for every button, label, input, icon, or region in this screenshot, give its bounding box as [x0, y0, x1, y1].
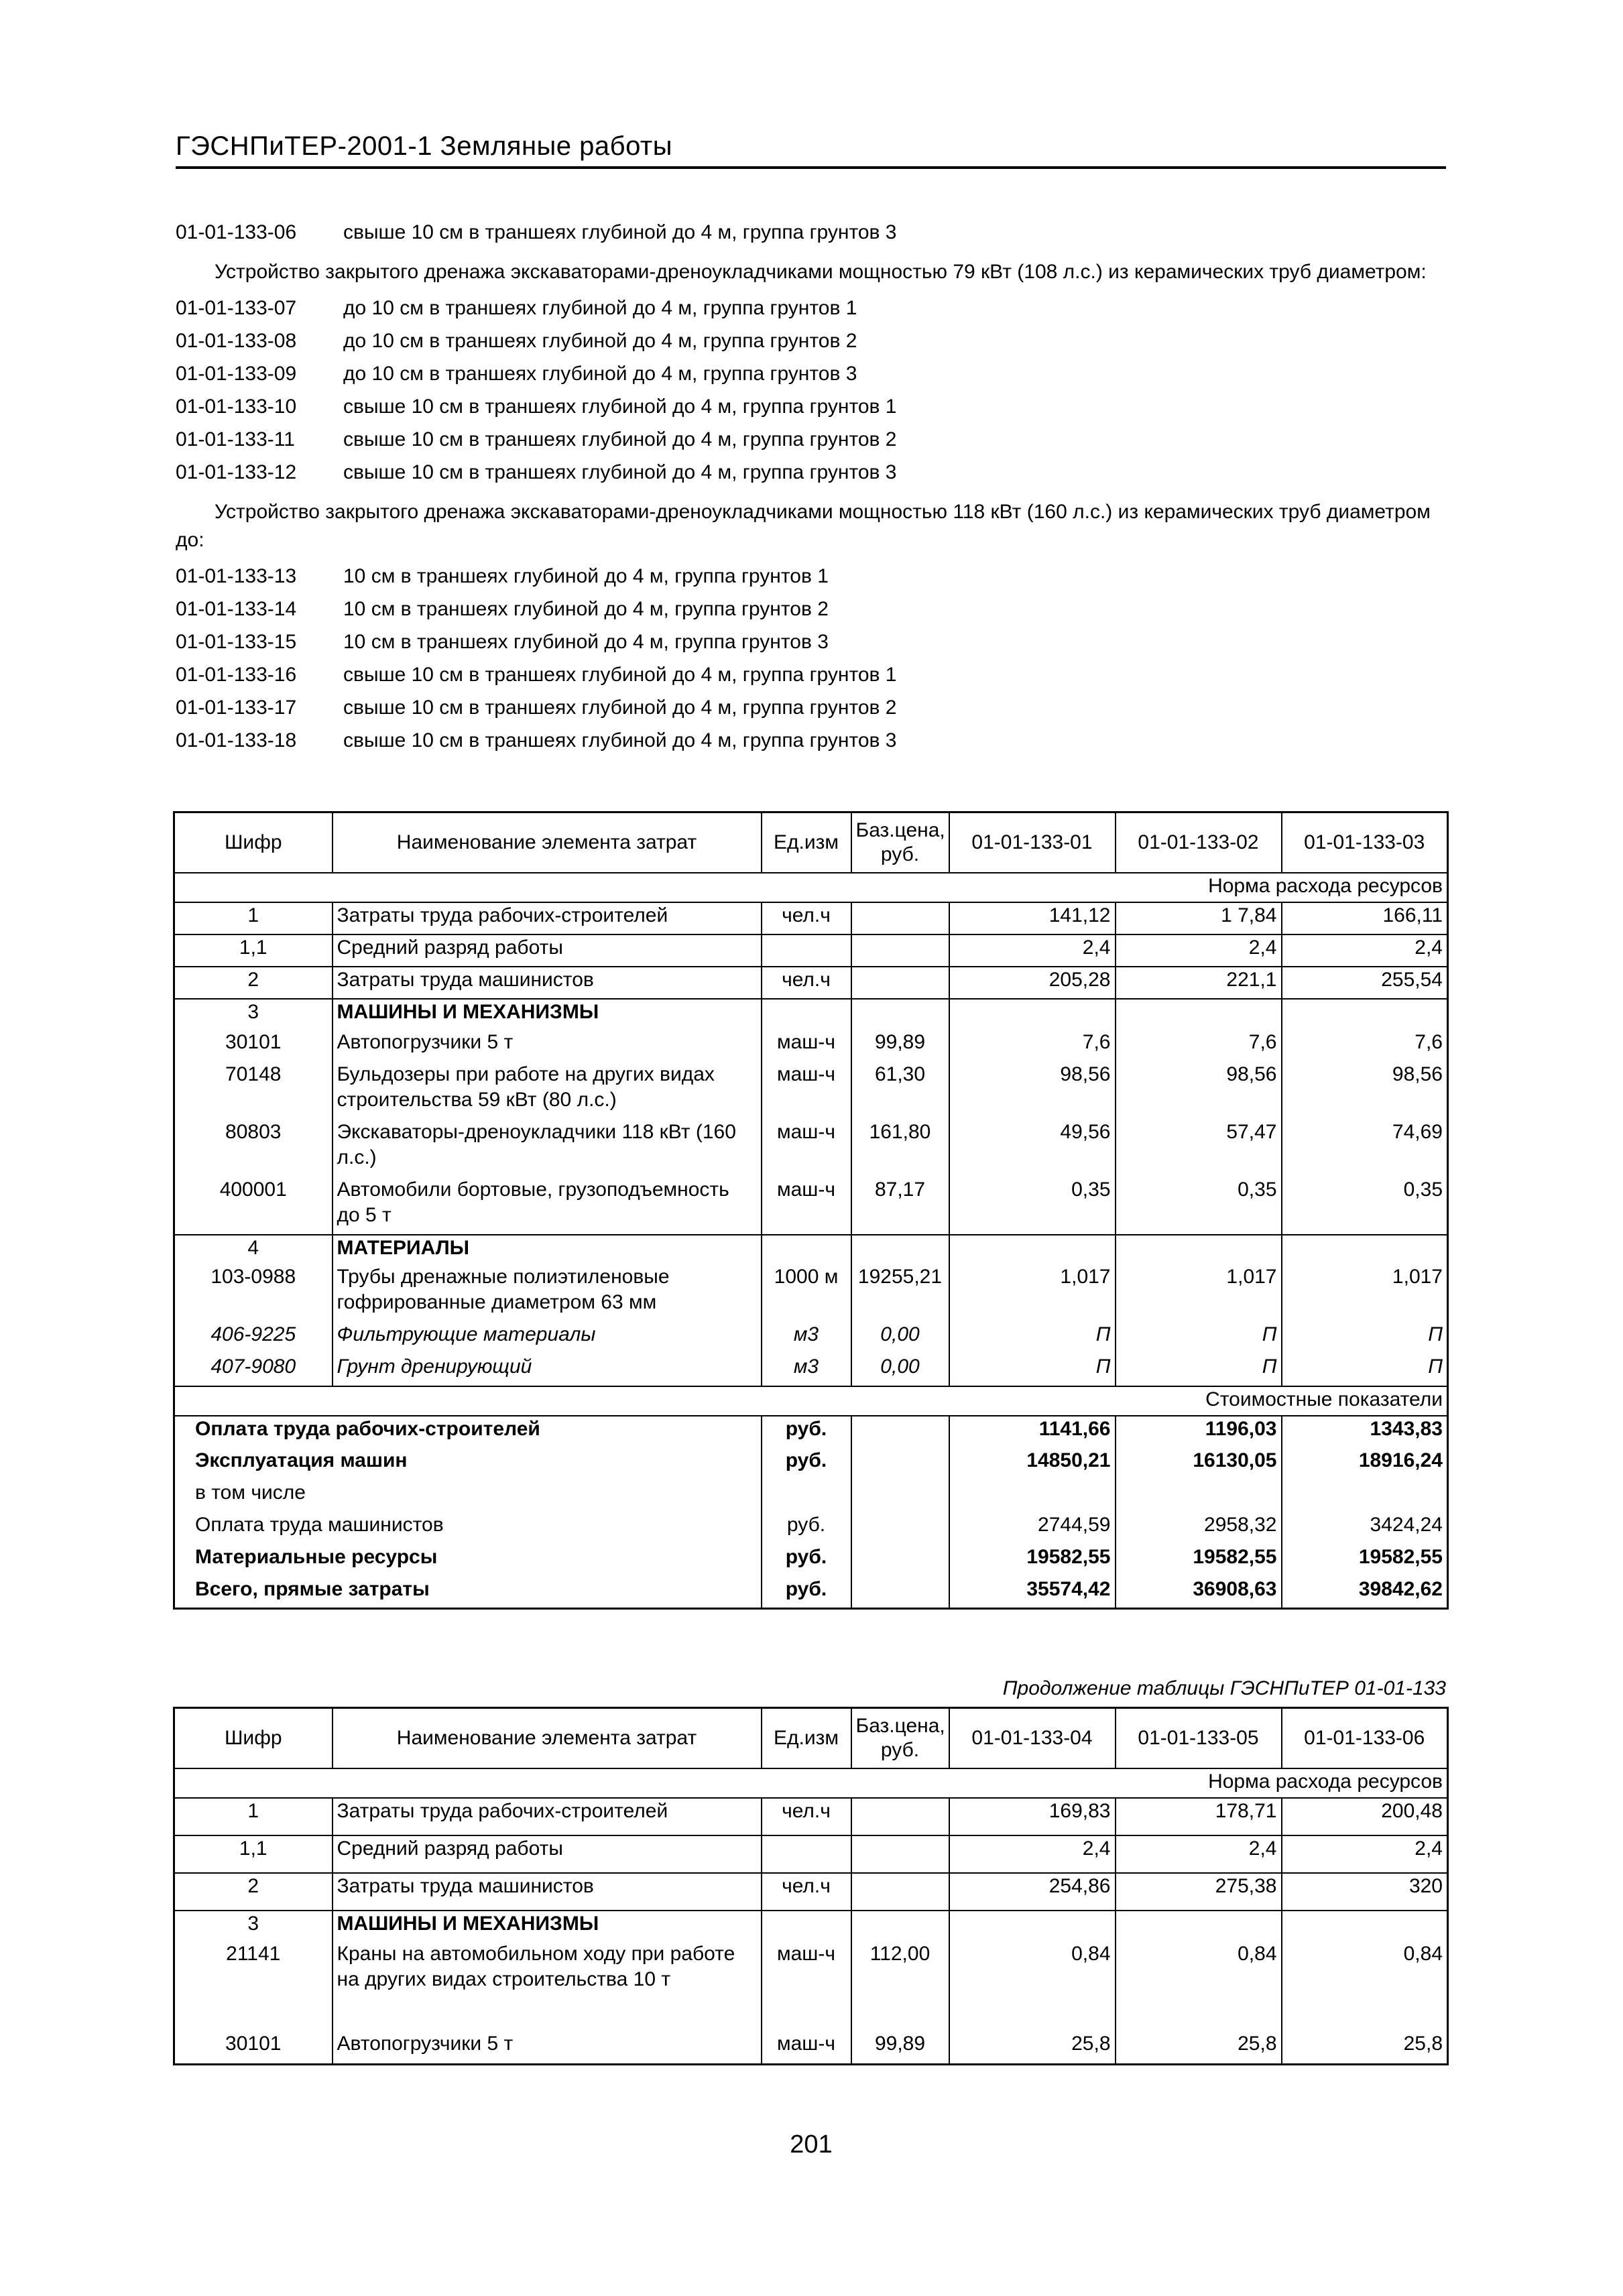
row-name: Экскаваторы-дреноукладчики 118 кВт (160 л.с.) [333, 1120, 762, 1177]
row-unit: чел.ч [762, 1798, 851, 1835]
cost-row [174, 1448, 1448, 1480]
row-value: П [1282, 1354, 1448, 1386]
entry-code: 01-01-133-09 [176, 362, 297, 385]
row-value: 2,4 [949, 1835, 1116, 1873]
row-name: Затраты труда машинистов [333, 1873, 762, 1911]
row-unit: чел.ч [762, 1873, 851, 1911]
row-price [851, 999, 949, 1030]
row-value: 0,35 [1116, 1177, 1282, 1235]
entry-code: 01-01-133-17 [176, 696, 297, 719]
entry-desc: до 10 см в траншеях глубиной до 4 м, группа грунтов 2 [343, 329, 857, 352]
cost-value [1282, 1480, 1448, 1512]
row-value: 2,4 [1116, 1835, 1282, 1873]
row-name: Автопогрузчики 5 т [333, 2031, 762, 2065]
cost-row [174, 1480, 1448, 1512]
section-label: Норма расхода ресурсов [1208, 874, 1443, 897]
table-row [174, 1835, 1448, 1873]
cost-value: 1196,03 [1116, 1416, 1282, 1448]
row-unit: чел.ч [762, 902, 851, 934]
row-name: Фильтрующие материалы [333, 1322, 762, 1354]
row-value [949, 1911, 1116, 1941]
row-unit: м3 [762, 1322, 851, 1354]
entry-code: 01-01-133-18 [176, 729, 297, 751]
table-row [174, 1354, 1448, 1386]
row-value: 74,69 [1282, 1120, 1448, 1177]
cost-unit: руб. [762, 1577, 851, 1609]
cost-name: в том числе [195, 1481, 306, 1504]
table-row [174, 1062, 1448, 1120]
row-unit: 1000 м [762, 1264, 851, 1322]
row-name: Бульдозеры при работе на других видах строительства 59 кВт (80 л.с.) [333, 1062, 762, 1120]
row-value: 98,56 [1116, 1062, 1282, 1120]
row-code: 1 [247, 1799, 259, 1822]
cost-value: 2958,32 [1116, 1512, 1282, 1545]
row-value: 169,83 [949, 1798, 1116, 1835]
row-name: МАШИНЫ И МЕХАНИЗМЫ [333, 1911, 762, 1941]
table-row [174, 1873, 1448, 1911]
entry-row [176, 691, 1446, 724]
row-value: 25,8 [949, 2031, 1116, 2065]
row-price [851, 934, 949, 967]
row-value: 57,47 [1116, 1120, 1282, 1177]
row-value: 141,12 [949, 902, 1116, 934]
row-value: 7,6 [949, 1030, 1116, 1062]
cost-row [174, 1512, 1448, 1545]
row-code: 407-9080 [211, 1355, 296, 1378]
row-value: 7,6 [1116, 1030, 1282, 1062]
entry-desc: до 10 см в траншеях глубиной до 4 м, группа грунтов 1 [343, 296, 857, 319]
row-value: 2,4 [1282, 934, 1448, 967]
row-unit: маш-ч [762, 2031, 851, 2065]
row-value [949, 999, 1116, 1030]
row-price: 112,00 [851, 1941, 949, 2031]
cost-value: 3424,24 [1282, 1512, 1448, 1545]
row-value: П [1282, 1322, 1448, 1354]
cost-unit: руб. [762, 1416, 851, 1448]
cost-row [174, 1577, 1448, 1609]
table-row [174, 1264, 1448, 1322]
entry-code: 01-01-133-15 [176, 630, 297, 653]
row-price: 99,89 [851, 2031, 949, 2065]
header-name: Наименование элемента затрат [333, 1708, 762, 1768]
row-unit: маш-ч [762, 1062, 851, 1120]
row-code: 80803 [225, 1120, 282, 1143]
cost-value: 1343,83 [1282, 1416, 1448, 1448]
row-name: Автомобили бортовые, грузоподъемность до 5 т [333, 1177, 762, 1235]
page-header-title: ГЭСНПиТЕР-2001-1 Земляные работы [176, 131, 672, 161]
row-value: 205,28 [949, 967, 1116, 999]
row-code: 1,1 [239, 936, 267, 959]
row-value: 1,017 [1116, 1264, 1282, 1322]
table-header-row [174, 1708, 1448, 1768]
entry-row [176, 324, 1446, 357]
entry-desc: свыше 10 см в траншеях глубиной до 4 м, группа грунтов 3 [343, 729, 897, 751]
table-row [174, 1941, 1448, 2031]
row-name: Затраты труда машинистов [333, 967, 762, 999]
row-value: 221,1 [1116, 967, 1282, 999]
row-value: 0,84 [1282, 1941, 1448, 2031]
row-value [1116, 1235, 1282, 1264]
table-row [174, 902, 1448, 934]
row-price: 0,00 [851, 1354, 949, 1386]
cost-unit: руб. [762, 1512, 851, 1545]
row-code: 21141 [226, 1942, 281, 1965]
row-price [851, 967, 949, 999]
entry-code: 01-01-133-13 [176, 564, 297, 587]
row-value: 25,8 [1282, 2031, 1448, 2065]
row-value: 0,84 [949, 1941, 1116, 2031]
row-price [851, 1873, 949, 1911]
row-price: 99,89 [851, 1030, 949, 1062]
row-value: 320 [1282, 1873, 1448, 1911]
row-unit: чел.ч [762, 967, 851, 999]
row-value: 1,017 [1282, 1264, 1448, 1322]
table-row [174, 999, 1448, 1030]
header-code: Шифр [224, 831, 282, 853]
table-row [174, 1798, 1448, 1835]
entry-desc: свыше 10 см в траншеях глубиной до 4 м, группа грунтов 3 [343, 221, 897, 243]
row-price [851, 902, 949, 934]
row-code: 70148 [225, 1063, 282, 1085]
entry-desc: свыше 10 см в траншеях глубиной до 4 м, группа грунтов 1 [343, 395, 897, 418]
row-value: 1,017 [949, 1264, 1116, 1322]
cost-value: 35574,42 [949, 1577, 1116, 1609]
row-name: МАШИНЫ И МЕХАНИЗМЫ [333, 999, 762, 1030]
row-unit [762, 934, 851, 967]
entry-code: 01-01-133-10 [176, 395, 297, 418]
header-rule [176, 166, 1446, 169]
row-code: 103-0988 [211, 1265, 296, 1288]
entry-desc: свыше 10 см в траншеях глубиной до 4 м, группа грунтов 3 [343, 461, 897, 483]
entry-row [176, 292, 1446, 324]
row-unit [762, 999, 851, 1030]
row-unit [762, 1835, 851, 1873]
header-col: 01-01-133-05 [1116, 1708, 1282, 1768]
row-price: 161,80 [851, 1120, 949, 1177]
entry-row [176, 357, 1446, 390]
entry-code: 01-01-133-12 [176, 461, 297, 483]
cost-value: 19582,55 [1116, 1545, 1282, 1577]
cost-row [174, 1545, 1448, 1577]
table-continuation-label: Продолжение таблицы ГЭСНПиТЕР 01-01-133 [1002, 1677, 1446, 1699]
row-value: 0,35 [1282, 1177, 1448, 1235]
table-row [174, 1177, 1448, 1235]
row-value: 98,56 [949, 1062, 1116, 1120]
cost-value: 19582,55 [1282, 1545, 1448, 1577]
row-value: 166,11 [1282, 902, 1448, 934]
cost-value: 16130,05 [1116, 1448, 1282, 1480]
entry-desc: свыше 10 см в траншеях глубиной до 4 м, группа грунтов 2 [343, 428, 897, 450]
row-value: П [1116, 1322, 1282, 1354]
row-unit: маш-ч [762, 1120, 851, 1177]
row-value: 0,84 [1116, 1941, 1282, 2031]
entry-desc: 10 см в траншеях глубиной до 4 м, группа грунтов 3 [343, 630, 829, 653]
entry-list [176, 216, 1446, 757]
row-code: 30101 [225, 2032, 282, 2055]
row-value: 255,54 [1282, 967, 1448, 999]
row-value: 2,4 [1282, 1835, 1448, 1873]
header-col: 01-01-133-04 [949, 1708, 1116, 1768]
cost-value: 14850,21 [949, 1448, 1116, 1480]
page-number: 201 [790, 2130, 833, 2159]
row-price: 19255,21 [851, 1264, 949, 1322]
row-name: МАТЕРИАЛЫ [333, 1235, 762, 1264]
header-col: 01-01-133-06 [1282, 1708, 1448, 1768]
table-row [174, 1030, 1448, 1062]
row-code: 2 [247, 968, 259, 991]
row-unit: м3 [762, 1354, 851, 1386]
row-code: 3 [247, 1000, 259, 1023]
cost-value: 1141,66 [949, 1416, 1116, 1448]
table-row [174, 1120, 1448, 1177]
entry-code: 01-01-133-16 [176, 663, 297, 686]
entry-code: 01-01-133-06 [176, 221, 297, 243]
row-value: П [949, 1322, 1116, 1354]
section-label: Норма расхода ресурсов [1208, 1770, 1443, 1793]
row-value: 1 7,84 [1116, 902, 1282, 934]
row-unit: маш-ч [762, 1941, 851, 2031]
row-name: Автопогрузчики 5 т [333, 1030, 762, 1062]
row-value: 200,48 [1282, 1798, 1448, 1835]
entry-desc: 10 см в траншеях глубиной до 4 м, группа грунтов 2 [343, 597, 829, 620]
row-code: 1 [247, 904, 259, 926]
row-value: 2,4 [1116, 934, 1282, 967]
row-code: 2 [247, 1874, 259, 1897]
cost-name: Оплата труда рабочих-строителей [195, 1417, 540, 1440]
row-unit: маш-ч [762, 1030, 851, 1062]
row-code: 1,1 [239, 1837, 267, 1860]
entry-desc: до 10 см в траншеях глубиной до 4 м, группа грунтов 3 [343, 362, 857, 385]
entry-desc: 10 см в траншеях глубиной до 4 м, группа грунтов 1 [343, 564, 829, 587]
entry-row [176, 456, 1446, 489]
group-heading: Устройство закрытого дренажа экскаваторами-дреноукладчиками мощностью 79 кВт (108 л.с.) из керамических труб диаметром: [215, 261, 1427, 283]
row-value: 275,38 [1116, 1873, 1282, 1911]
row-name: Средний разряд работы [333, 934, 762, 967]
entry-desc: свыше 10 см в траншеях глубиной до 4 м, группа грунтов 1 [343, 663, 897, 686]
cost-name: Эксплуатация машин [195, 1449, 408, 1471]
table-row [174, 1322, 1448, 1354]
cost-value: 36908,63 [1116, 1577, 1282, 1609]
cost-name: Материальные ресурсы [195, 1545, 438, 1568]
entry-row [176, 593, 1446, 625]
row-name: Затраты труда рабочих-строителей [333, 902, 762, 934]
row-value: П [1116, 1354, 1282, 1386]
entry-row [176, 390, 1446, 423]
row-value [1116, 999, 1282, 1030]
row-value: 254,86 [949, 1873, 1116, 1911]
section-label: Стоимостные показатели [1205, 1388, 1443, 1410]
header-price: Баз.цена, руб. [851, 812, 949, 873]
cost-value: 2744,59 [949, 1512, 1116, 1545]
cost-value: 39842,62 [1282, 1577, 1448, 1609]
header-unit: Ед.изм [762, 1708, 851, 1768]
header-price: Баз.цена, руб. [851, 1708, 949, 1768]
resource-table-2 [173, 1707, 1449, 2065]
row-value: П [949, 1354, 1116, 1386]
row-value [1282, 1235, 1448, 1264]
row-value [1282, 1911, 1448, 1941]
row-value: 98,56 [1282, 1062, 1448, 1120]
row-price [851, 1911, 949, 1941]
table-row [174, 967, 1448, 999]
header-name: Наименование элемента затрат [333, 812, 762, 873]
cost-name: Всего, прямые затраты [195, 1577, 430, 1600]
cost-unit: руб. [762, 1448, 851, 1480]
resource-table-1 [173, 811, 1449, 1610]
row-price [851, 1798, 949, 1835]
row-name: Средний разряд работы [333, 1835, 762, 1873]
cost-value: 19582,55 [949, 1545, 1116, 1577]
row-unit: маш-ч [762, 1177, 851, 1235]
row-name: Затраты труда рабочих-строителей [333, 1798, 762, 1835]
entry-row [176, 724, 1446, 757]
section-row [174, 1386, 1448, 1416]
cost-name: Оплата труда машинистов [195, 1513, 444, 1536]
table-row [174, 1911, 1448, 1941]
row-name: Краны на автомобильном ходу при работе на других видах строительства 10 т [333, 1941, 762, 2031]
entry-row [176, 423, 1446, 456]
cost-unit [762, 1480, 851, 1512]
group-heading: Устройство закрытого дренажа экскаваторами-дреноукладчиками мощностью 118 кВт (160 л.с.) из керамических труб диаметром до: [176, 501, 1431, 551]
row-value: 7,6 [1282, 1030, 1448, 1062]
row-code: 3 [247, 1912, 259, 1935]
cost-row [174, 1416, 1448, 1448]
row-unit [762, 1911, 851, 1941]
row-value: 178,71 [1116, 1798, 1282, 1835]
row-name: Грунт дренирующий [333, 1354, 762, 1386]
row-value [1282, 999, 1448, 1030]
cost-unit: руб. [762, 1545, 851, 1577]
row-price: 61,30 [851, 1062, 949, 1120]
entry-row [176, 658, 1446, 691]
row-code: 406-9225 [211, 1323, 296, 1345]
row-price: 87,17 [851, 1177, 949, 1235]
row-price [851, 1235, 949, 1264]
section-row [174, 1768, 1448, 1798]
cost-value [1116, 1480, 1282, 1512]
row-value: 25,8 [1116, 2031, 1282, 2065]
header-col: 01-01-133-03 [1282, 812, 1448, 873]
row-code: 400001 [219, 1178, 287, 1201]
table-row [174, 1235, 1448, 1264]
row-code: 30101 [225, 1030, 282, 1053]
entry-row [176, 560, 1446, 593]
entry-row [176, 625, 1446, 658]
row-unit [762, 1235, 851, 1264]
table-header-row [174, 812, 1448, 873]
entry-code: 01-01-133-07 [176, 296, 297, 319]
table-row [174, 2031, 1448, 2065]
header-code: Шифр [224, 1726, 282, 1749]
row-value [949, 1235, 1116, 1264]
cost-value [949, 1480, 1116, 1512]
header-col: 01-01-133-01 [949, 812, 1116, 873]
entry-code: 01-01-133-11 [176, 428, 295, 450]
entry-code: 01-01-133-08 [176, 329, 297, 352]
row-name: Трубы дренажные полиэтиленовые гофрированные диаметром 63 мм [333, 1264, 762, 1322]
row-code: 4 [247, 1236, 259, 1259]
entry-row [176, 216, 1446, 249]
row-value: 0,35 [949, 1177, 1116, 1235]
row-value [1116, 1911, 1282, 1941]
row-value: 49,56 [949, 1120, 1116, 1177]
entry-desc: свыше 10 см в траншеях глубиной до 4 м, группа грунтов 2 [343, 696, 897, 719]
header-unit: Ед.изм [762, 812, 851, 873]
section-row [174, 873, 1448, 902]
cost-value: 18916,24 [1282, 1448, 1448, 1480]
table-row [174, 934, 1448, 967]
row-price: 0,00 [851, 1322, 949, 1354]
row-price [851, 1835, 949, 1873]
row-value: 2,4 [949, 934, 1116, 967]
header-col: 01-01-133-02 [1116, 812, 1282, 873]
entry-code: 01-01-133-14 [176, 597, 297, 620]
